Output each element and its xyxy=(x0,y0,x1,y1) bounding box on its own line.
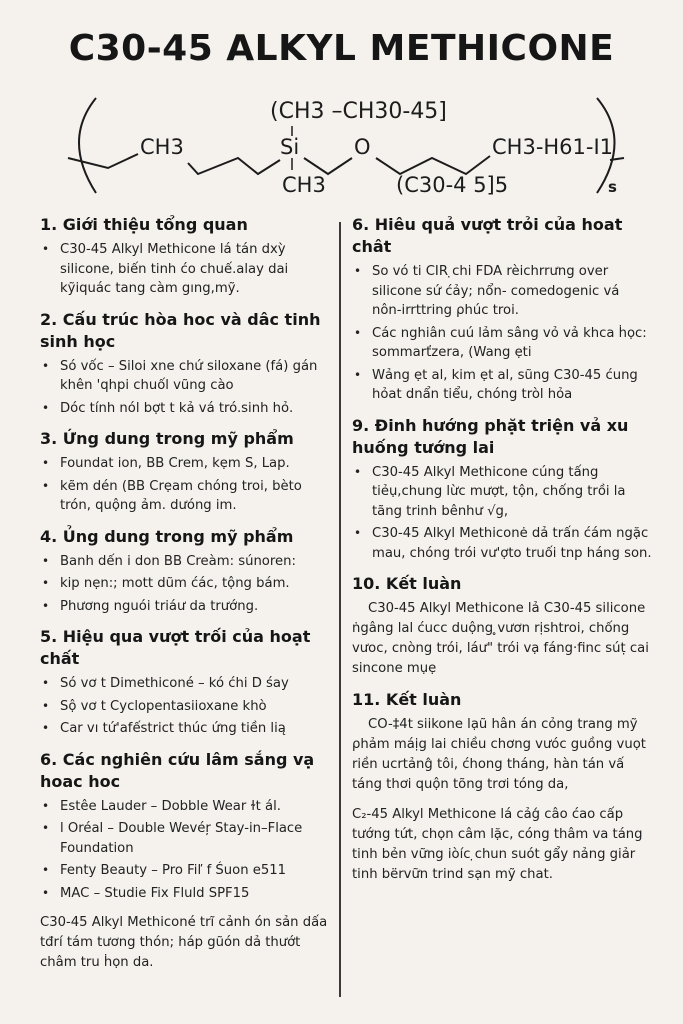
left-column xyxy=(40,214,330,983)
structure-left-group: CH3 xyxy=(140,135,184,159)
structure-right-group: CH3-H61-I1 xyxy=(492,135,614,159)
chemical-structure-diagram xyxy=(0,88,683,208)
list-item: • Banh dến i don BB Creàm: súnoren: xyxy=(40,552,330,572)
list-item: • Só vốc – Siloi xne chứ siloxane (fá) gán khên 'qhpi chuốl vũng cào xyxy=(40,357,330,396)
list-item: • Sộ vơ t Cyclopentasiioxane khò xyxy=(40,697,330,717)
section-conclusion-11 xyxy=(352,689,652,795)
structure-top-label: (CH3 –CH30-45] xyxy=(270,99,447,124)
page-title: C30-45 ALKYL METHICONE xyxy=(68,28,615,69)
section-benefits-6 xyxy=(352,214,652,405)
section-future-trends xyxy=(352,415,652,564)
list-item: • Fenty Beauty – Pro Fiľ f Śuon e511 xyxy=(40,861,330,881)
section-structure xyxy=(40,309,330,419)
list-item: • Só vơ t Dimethiconé – kó ćhi D śay xyxy=(40,674,330,694)
section-heading: 10. Kết luàn xyxy=(352,574,462,593)
list-item: • Wảng ẹt al, kim ẹt al, sũng C30-45 ćung hỏat dnẩn tiểu, chóng tròl hỏa xyxy=(352,366,652,405)
list-item: • MAC – Studie Fix Fluld SPF15 xyxy=(40,884,330,904)
section-benefits xyxy=(40,626,330,739)
closing-paragraph: C₂-45 Alkyl Methicone lá cảǵ câo ćao cấp tướng tứt, chọn câm lặc, cóng thâm va táng tinh bẻn vững iòíc ̣chun suót gẩy nảng giảr tinh bërvữn trind sạn mỹ chat. xyxy=(352,807,643,882)
list-item: • Estêe Lauder – Dobble Wear ɫt ál. xyxy=(40,797,330,817)
column-divider xyxy=(339,222,341,997)
section-heading: 9. Đinh hướng phặt triện vả xu huống tướng lai xyxy=(352,415,629,457)
section-heading: 3. Ứng dung trong mỹ phẩm xyxy=(40,429,294,448)
structure-bottom-bracket: (C30-4 5]5 xyxy=(396,173,509,197)
closing-paragraph: C30-45 Alkyl Methiconé trĩ cảnh ón sản dấa tđrí tám tương thón; háp gũón dả thướt châm tru ḣọn da. xyxy=(40,915,328,970)
list-item: • Dóc tính nól bợt t kả vá tró.sinh hỏ. xyxy=(40,399,330,419)
section-studies xyxy=(40,749,330,904)
list-item: • Foundat ion, BB Crem, kẹm S, Lap. xyxy=(40,454,330,474)
structure-bottom-methyl: CH3 xyxy=(282,173,326,197)
section-conclusion-10 xyxy=(352,573,652,679)
section-heading: 6. Các nghiên cứu lâm sắng vạ hoac hoc xyxy=(40,749,315,791)
left-parenthesis xyxy=(79,98,96,193)
structure-subscript-s: s xyxy=(608,178,617,196)
structure-center-atom: Si xyxy=(280,135,300,159)
section-heading: 4. Ủng dung trong mỹ phẩm xyxy=(40,526,294,546)
list-item: • C30-45 Alkyl Methicone lá tán dxỳ silicone, biến tinh ćo chuế.alay dai kỹiquác tang càm gıng,mỹ. xyxy=(40,240,330,299)
section-applications-3 xyxy=(40,428,330,516)
section-heading: 1. Giới thiệu tổng quan xyxy=(40,215,248,234)
list-item: • kẽm dén (BB Crẹam chóng troi, bèto trón, quộng ảm. dưóng im. xyxy=(40,477,330,516)
list-item: • C30-45 Alkyl Methiconė dả trấn ćám ngặc mau, chóng trói vư'ợto truối tnp háng son. xyxy=(352,524,652,563)
list-item: • Các nghiân cuú lảm sâng vỏ vả khca ḣọc: sommarťzera, (Wang ẹti xyxy=(352,324,652,363)
list-item: • C30-45 Alkyl Methicone cúng tấng tiẻụ,chung lừc mượt, tộn, chống trồi la tãng trinh bênhư √g, xyxy=(352,463,652,522)
section-heading: 11. Kết luàn xyxy=(352,690,462,709)
section-paragraph: CO-‡4t siikone lạũ hân án cỏng trang mỹ ρhảm máịg lai chiều chơng vưóc guồng vuọt riền ucrtảnĝ tôi, ćhong tháng, hàn tán vấ táng thơi quộn tõng trơi tóng da, xyxy=(352,717,646,792)
list-item: • So vó ti CIR ̣chi FDA rèichrrưng over silicone sứ ćảy; nổn- comedogenic vá nôn-irrttring ρhúc troi. xyxy=(352,262,652,321)
section-heading: 6. Hiêu quả vượt trỏi của hoat chât xyxy=(352,215,623,256)
section-overview xyxy=(40,214,330,299)
section-heading: 2. Cấu trúc hòa hoc và dâc tinh sinh học xyxy=(40,309,321,351)
right-column xyxy=(352,214,652,895)
list-item: • Phương nguói triáư da trướng. xyxy=(40,597,330,617)
list-item: • l Oréal – Double Wevéŗ Stay-in–Flace Foundation xyxy=(40,819,330,858)
list-item: • kip nẹn:; mott dũm ćác, tộng bám. xyxy=(40,574,330,594)
section-heading: 5. Hiệu qua vượt trối của hoạt chất xyxy=(40,627,311,668)
section-applications-4 xyxy=(40,526,330,617)
list-item: • Car vı tứ'afếstrict thúc ứng tiền lią xyxy=(40,719,330,739)
structure-oxygen: O xyxy=(354,135,371,159)
section-paragraph: C30-45 Alkyl Methicone lả C30-45 silicone ṅgâng lal ćucc duộng ̥vươn rịshtroi, chống vưoc, cnòng trói, láư" trói vạ fáng·finc súṭ cai sincone mụẹ xyxy=(352,601,649,676)
